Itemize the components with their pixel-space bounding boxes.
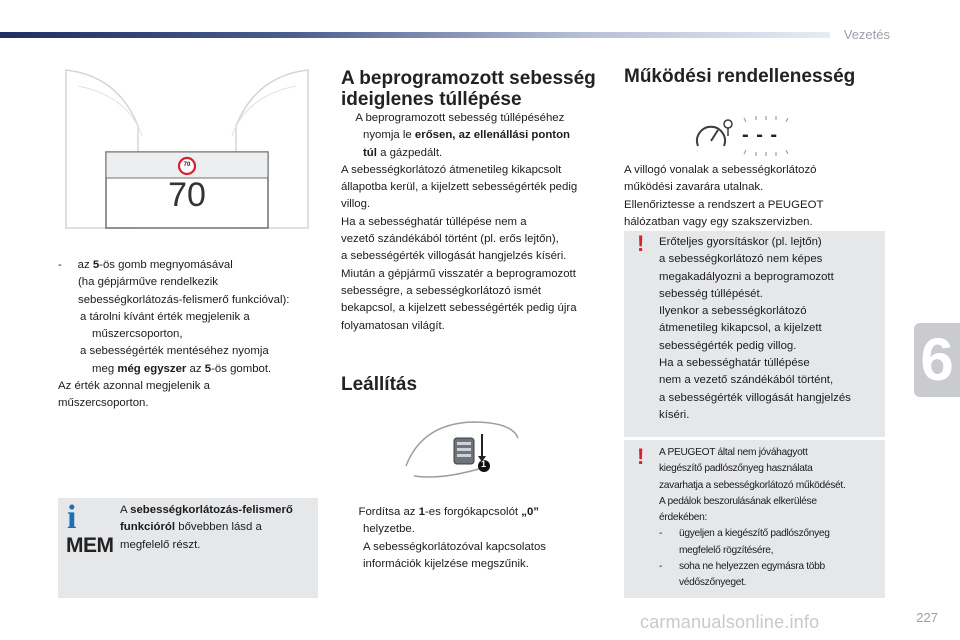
stop-text: Fordítsa az 1-es forgókapcsolót „0” helyzetbe. A sebességkorlátozóval kapcsolatos információk kijelzése megszűnik. — [358, 506, 546, 570]
warning-text: A PEUGEOT által nem jóváhagyott kiegészítő padlószőnyeg használata zavarhatja a sebességkorlátozó működését. A pedálok beszorulásának elkerülése érdekében: - ügyeljen a kiegészítő padlószőnyeg megfelelő rögzítésére, - soha ne helyezzen egymásra több védőszőnyeget. — [659, 447, 846, 589]
list-intro-3: sebességkorlátozás-felismerő funkcióval): — [78, 293, 290, 306]
info-icon: i — [67, 499, 77, 536]
header-bar — [0, 32, 830, 38]
bullet-2: a sebességérték mentéséhez nyomja — [80, 345, 269, 358]
section-heading-override: A beprogramozott sebesség ideiglenes túllépése — [341, 68, 596, 110]
warning-box-acceleration — [624, 231, 885, 437]
malfunction-text: A villogó vonalak a sebességkorlátozó működési zavarára utalnak. Ellenőriztesse a rendszert a PEUGEOT hálózatban vagy egy szakszervizben. — [624, 164, 824, 228]
speed-display-illustration — [58, 66, 316, 232]
chapter-tab: 6 — [914, 323, 960, 397]
steering-switch-illustration — [402, 418, 522, 488]
end-line-1: Az érték azonnal megjelenik a — [58, 380, 210, 393]
section-heading-malfunction: Működési rendellenesség — [624, 66, 856, 87]
section-heading-stop: Leállítás — [341, 374, 418, 395]
override-text: A beprogramozott sebesség túllépéséhez nyomja le erősen, az ellenállási ponton túl a gázpedált. A sebességkorlátozó átmenetileg kikapcsolt állapotba kerül, a kijelzett sebességérték pedig villog. Ha a sebességhatár túllépése nem a vezető szándékából történt (pl. erős lejtőn), a sebességérték villogását hangjelzés kíséri. Miután a gépjármű visszatér a beprogramozott sebességre, a sebességkorlátozó ismét bekapcsol, a kijelzett sebességérték pedig újra folyamatosan világít. — [341, 112, 578, 332]
speed-display-value: 70 — [168, 176, 206, 214]
speed-sign-value: 70 — [183, 162, 191, 168]
left-instructions — [58, 257, 328, 413]
btn-number: 5 — [92, 259, 100, 271]
list-intro-2: (ha gépjárműve rendelkezik — [78, 276, 218, 289]
mem-label: MEM — [66, 534, 114, 557]
bullet-1: a tárolni kívánt érték megjelenik a — [80, 310, 250, 323]
warning-box-floor-mats — [624, 440, 885, 598]
end-line-2: műszercsoporton. — [58, 397, 149, 410]
list-intro: - az 5-ös gomb megnyomásával — [58, 259, 233, 271]
page-number: 227 — [916, 610, 938, 625]
watermark: carmanualsonline.info — [640, 612, 820, 632]
info-box — [58, 498, 318, 598]
warning-text: Erőteljes gyorsításkor (pl. lejtőn) a sebességkorlátozó nem képes megakadályozni a beprogramozott sebesség túllépését. Ilyenkor a sebességkorlátozó átmenetileg kikapcsol, a kijelzett sebességérték pedig villog. Ha a sebességhatár túllépése nem a vezető szándékából történt, a sebességérték villogását hangjelzés kíséri. — [659, 236, 851, 421]
bullet-2-cont: meg még egyszer az 5-ös gombot. — [92, 362, 272, 375]
section-title: Vezetés — [843, 27, 890, 42]
warning-icon: ! — [637, 444, 645, 469]
warning-icon: ! — [637, 231, 645, 256]
info-text: A sebességkorlátozás-felismerő funkcióról bővebben lásd a megfelelő részt. — [120, 504, 293, 551]
bullet-1-cont: műszercsoporton, — [92, 328, 183, 341]
steering-wheel-switch-icon — [402, 418, 522, 488]
dash: - — [58, 259, 62, 271]
blinking-dashes: - - - — [742, 124, 779, 146]
limiter-fault-illustration — [694, 116, 804, 156]
switch-callout-number: 1 — [481, 459, 487, 469]
